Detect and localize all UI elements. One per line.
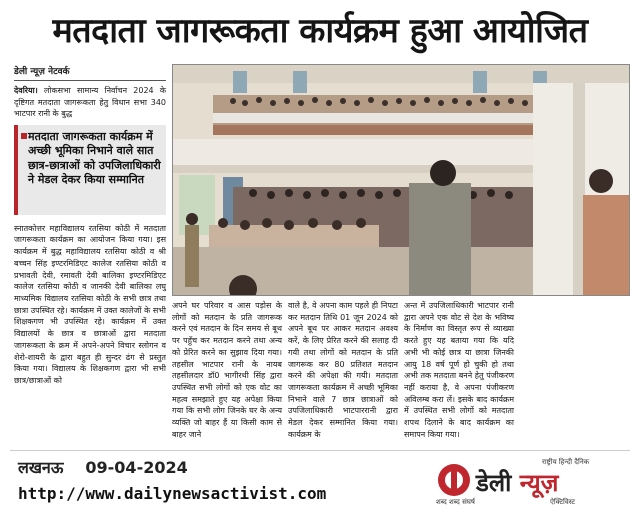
- left-column: [14, 64, 166, 387]
- article-column-2: वाले है, वे अपना काम पहले ही निपटा कर मतदान तिथि 01 जून 2024 को अपने बूथ पर आकर मतदान अवश्य करें, के लिए प्रेरित करने की सलाह दी गयी तथा लोगों को मतदान के प्रति जागरूक कर 80 प्रतिशत मतदान करने की अपेक्षा की गयी। मतदाता जागरूकता कार्यक्रम में अच्छी भूमिका निभाने वाले 7 छात्र छात्राओं को उपजिलाधिकारी भाटपाररानी द्वारा मेडल देकर सम्मानित किया गया। कार्यक्रम के: [288, 301, 398, 439]
- article-column-1: अपने घर परिवार व आस पड़ोस के लोगों को मतदान के प्रति जागरूक करने एवं मतदान के दिन समय से बूथ पर पहुँच कर मतदान करने तथा अन्य को प्रेरित करने का सुझाव दिया गया। तहसील भाटपार रानी के नायब तहसीलदार डॉ0 भागीरथी सिंह द्वारा उपस्थित सभी लोगों को एक वोट का महत्व समझाते हुए यह अपेक्षा किया गया कि सभी लोग जिनके घर के अन्य व्यक्ति जो बाहर हैं या किसी काम से बाहर जाने: [172, 301, 282, 439]
- logo-motto: शब्द शब्द संघर्ष: [436, 498, 475, 506]
- headline: मतदाता जागरूकता कार्यक्रम हुआ आयोजित: [52, 11, 588, 51]
- auditorium-photo-illustration: [173, 65, 630, 296]
- article-columns: [172, 300, 630, 448]
- intro-paragraph: [14, 85, 166, 120]
- logo-name: [476, 466, 559, 499]
- intro-place: देवरिया।: [14, 86, 38, 95]
- logo-name-part2: न्यूज़: [519, 469, 559, 497]
- intro-text: लोकसभा सामान्य निर्वाचन 2024 के दृष्टिगत मतदाता जागरूकता हेतु विधान सभा 340 भाटपार रानी के बुद्ध: [14, 86, 166, 119]
- dateline: [18, 456, 188, 478]
- byline: डेली न्यूज़ नेटवर्क: [14, 64, 166, 81]
- newspaper-logo: [430, 458, 630, 514]
- logo-tagline: राष्ट्रीय हिन्दी दैनिक: [542, 458, 590, 466]
- bullet-icon: [21, 133, 27, 139]
- logo-subtitle: ऐक्टिविस्ट: [550, 498, 575, 506]
- body-paragraph-left: स्नातकोत्तर महाविद्यालय रतसिया कोठी में मतदाता जागरूकता कार्यक्रम का आयोजन किया गया। इस कार्यक्रम में बुद्ध महाविद्यालय रतसिया कोठी व श्री बच्चन सिंह इण्टरमिडिएट कालेज रतसिया कोठी व प्रभावती देवी, रमावती देवी बालिका इण्टरमिडिएट कालेज रतसिया कोठी व जानकी देवी बालिका लघु माध्यमिक विद्यालय रतसिया कोठी के सभी छात्र तथा छात्रा उपस्थित रहे। कार्यक्रम में उक्त कालेजों के सभी शिक्षकगण भी उपस्थित रहे। कार्यक्रम में उक्त विद्यालयों के छात्र व छात्राओं द्वारा मतदाता जागरूकता के क्रम में अपने-अपने विचार स्लोगन व शेरो-शायरी के द्वारा बहुत ही सुन्दर ढंग से प्रस्तुत किया गया। विद्यालय के शिक्षकगण द्वारा भी सभी छात्र/छात्राओं को: [14, 223, 166, 385]
- footer-divider: [10, 450, 630, 451]
- dateline-date: 09-04-2024: [85, 458, 188, 477]
- highlight-text: मतदाता जागरूकता कार्यक्रम में अच्छी भूमिका निभाने वाले सात छात्र-छात्राओं को उपजिलाधिकारी ने मेडल देकर किया सम्मानित: [28, 129, 161, 186]
- logo-name-part1: डेली: [476, 469, 520, 497]
- highlight-box: [14, 125, 166, 215]
- logo-emblem-icon: [434, 462, 474, 498]
- article-column-3: अन्त में उपजिलाधिकारी भाटपार रानी द्वारा अपने एक वोट से देश के भविष्य के निर्माण का विस्तृत रूप से व्याख्या करते हुए यह बताया गया कि यदि अभी भी कोई छात्र या छात्रा जिनकी आयु 18 वर्ष पूर्ण हो चुकी हो तथा अभी तक मतदाता बनने हेतु पंजीकरण नहीं कराया है, वे अपना पंजीकरण अविलम्ब करा लें। इसके बाद कार्यक्रम में उपस्थित सभी लोगों को मतदाता शपथ दिलाने के बाद कार्यक्रम का समापन किया गया।: [404, 301, 514, 439]
- event-photo: [172, 64, 630, 296]
- dateline-city: लखनऊ: [18, 458, 64, 477]
- website-url: http://www.dailynewsactivist.com: [18, 484, 327, 503]
